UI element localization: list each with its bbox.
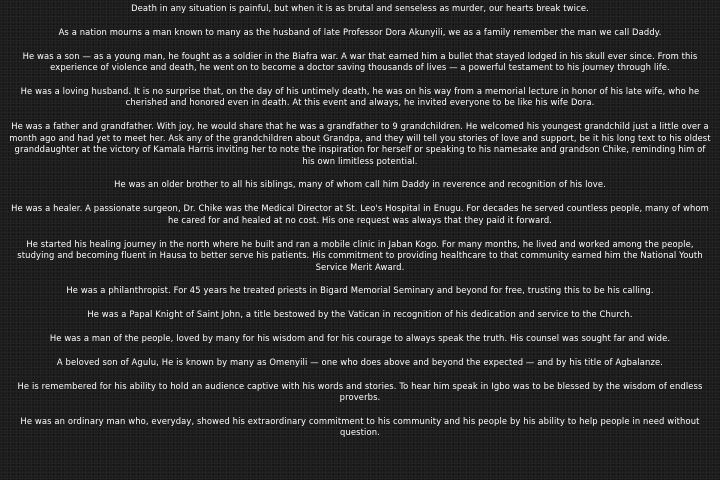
paragraph-brother: He was an older brother to all his siblings, many of whom call him Daddy in reverence and recognition of his love. bbox=[114, 179, 606, 190]
paragraph-healer: He was a healer. A passionate surgeon, Dr. Chike was the Medical Director at St. Leo's Hospital in Enugu. For decades he served countless people, many of whom he cared for and healed at no cost. His one request was always that they paid it forward. bbox=[11, 203, 709, 225]
paragraph-nation-mourns: As a nation mourns a man known to many as the husband of late Professor Dora Akunyili, we as a family remember the man we call Daddy. bbox=[58, 26, 662, 37]
paragraph-son-of-agulu: A beloved son of Agulu, He is known by many as Omenyili — one who does above and beyond the expected — and by his title of Agbalanze. bbox=[56, 356, 664, 367]
paragraph-philanthropist: He was a philanthropist. For 45 years he treated priests in Bigard Memorial Seminary and beyond for free, trusting this to be his calling. bbox=[66, 285, 654, 296]
paragraph-healing-journey: He started his healing journey in the north where he built and ran a mobile clinic in Jaban Kogo. For many months, he lived and worked among the people, studying and becoming fluent in Hausa to better serve his patients. His commitment to providing healthcare to that community earned him the National Youth Service Merit Award. bbox=[17, 238, 703, 272]
paragraph-opening: Death in any situation is painful, but when it is as brutal and senseless as murder, our hearts break twice. bbox=[131, 3, 589, 13]
paragraph-father-grandfather: He was a father and grandfather. With joy, he would share that he was a grandfather to 9 grandchildren. He welcomed his youngest grandchild just a little over a month ago and had yet to meet her. Ask any of the grandchildren about Grandpa, and they will tell you stories of love and support, be it his long text to his oldest granddaughter at the victory of Kamala Harris inviting her to note the inspiration for herself or speaking to his namesake and grandson Chike, reminding him of his own limitless potential. bbox=[9, 121, 711, 166]
paragraph-son: He was a son — as a young man, he fought as a soldier in the Biafra war. A war that earned him a bullet that stayed lodged in his skull ever since. From this experience of violence and death, he went on to become a doctor saving thousands of lives — a powerful testament to his journey through life. bbox=[22, 50, 698, 73]
paragraph-husband: He was a loving husband. It is no surprise that, on the day of his untimely death, he was on his way from a memorial lecture in honor of his late wife, who he cherished and honored even in death. At this event and always, he invited everyone to be like his wife Dora. bbox=[20, 85, 700, 108]
paragraph-storyteller: He is remembered for his ability to hold an audience captive with his words and stories. To hear him speak in Igbo was to be blessed by the wisdom of endless proverbs. bbox=[17, 380, 703, 403]
paragraph-papal-knight: He was a Papal Knight of Saint John, a title bestowed by the Vatican in recognition of his dedication and service to the Church. bbox=[87, 309, 633, 320]
paragraph-man-of-people: He was a man of the people, loved by many for his wisdom and for his courage to always speak the truth. His counsel was sought far and wide. bbox=[49, 332, 671, 343]
paragraph-ordinary-man: He was an ordinary man who, everyday, showed his extraordinary commitment to his community and his people by his ability to help people in need without question. bbox=[20, 415, 700, 438]
